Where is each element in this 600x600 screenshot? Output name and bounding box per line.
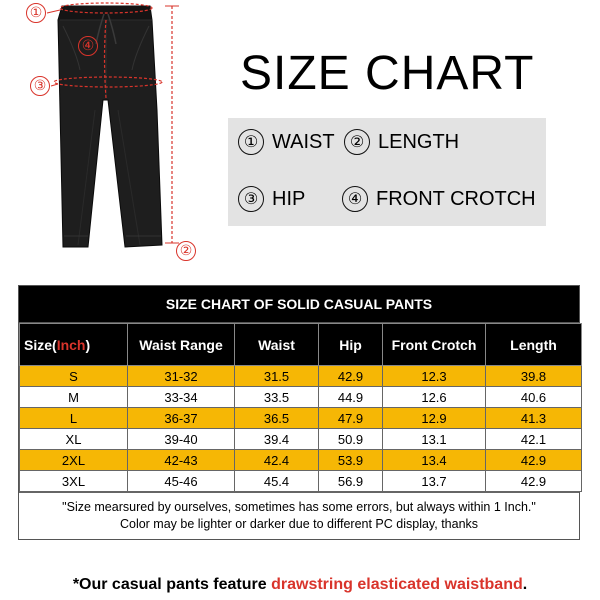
cell-front-crotch: 12.3 (383, 366, 486, 387)
table-row (20, 408, 582, 429)
cell-waist: 39.4 (235, 429, 319, 450)
number-one-icon: ① (238, 129, 264, 155)
waist-marker-icon: ① (26, 3, 46, 23)
cell-length: 42.9 (486, 471, 582, 492)
legend-label: FRONT CROTCH (376, 187, 536, 210)
pants-drawing (0, 0, 210, 270)
cell-length: 41.3 (486, 408, 582, 429)
cell-hip: 50.9 (319, 429, 383, 450)
size-table (19, 323, 582, 492)
footer-suffix: . (522, 576, 528, 593)
legend-item-waist (238, 129, 335, 155)
cell-length: 42.9 (486, 450, 582, 471)
cell-waist-range: 33-34 (128, 387, 235, 408)
legend-item-front-crotch (342, 186, 536, 212)
legend-label: HIP (272, 187, 306, 210)
number-four-icon: ④ (342, 186, 368, 212)
measurement-note (19, 492, 579, 539)
cell-waist: 42.4 (235, 450, 319, 471)
cell-waist-range: 42-43 (128, 450, 235, 471)
table-title: SIZE CHART OF SOLID CASUAL PANTS (19, 286, 579, 323)
header-unit: Inch (56, 336, 86, 353)
note-line-1: "Size mearsured by ourselves, sometimes has some errors, but always within 1 Inch." (62, 500, 536, 515)
cell-waist: 45.4 (235, 471, 319, 492)
cell-hip: 42.9 (319, 366, 383, 387)
footer-highlight: drawstring elasticated waistband (271, 576, 523, 593)
table-row (20, 471, 582, 492)
header-waist-range: Waist Range (128, 324, 235, 366)
table-row (20, 450, 582, 471)
header-size (20, 324, 128, 366)
cell-size: L (20, 408, 128, 429)
header-front-crotch: Front Crotch (383, 324, 486, 366)
cell-waist-range: 45-46 (128, 471, 235, 492)
table-row (20, 366, 582, 387)
pants-illustration (0, 0, 210, 270)
size-chart-table (18, 285, 580, 540)
cell-size: XL (20, 429, 128, 450)
length-marker-icon: ② (176, 241, 196, 261)
cell-waist: 31.5 (235, 366, 319, 387)
header-hip: Hip (319, 324, 383, 366)
cell-length: 40.6 (486, 387, 582, 408)
table-row (20, 387, 582, 408)
cell-front-crotch: 13.7 (383, 471, 486, 492)
cell-waist-range: 31-32 (128, 366, 235, 387)
cell-front-crotch: 13.1 (383, 429, 486, 450)
cell-size: M (20, 387, 128, 408)
cell-waist: 33.5 (235, 387, 319, 408)
cell-hip: 44.9 (319, 387, 383, 408)
cell-hip: 53.9 (319, 450, 383, 471)
legend-item-length (344, 129, 459, 155)
cell-waist-range: 39-40 (128, 429, 235, 450)
header-size-close: ) (85, 336, 91, 353)
footer-prefix: *Our casual pants feature (72, 576, 272, 593)
header-waist: Waist (235, 324, 319, 366)
legend-label: LENGTH (378, 130, 460, 153)
cell-waist-range: 36-37 (128, 408, 235, 429)
measurement-legend (228, 118, 546, 226)
header-length: Length (486, 324, 582, 366)
cell-front-crotch: 13.4 (383, 450, 486, 471)
cell-size: S (20, 366, 128, 387)
cell-length: 39.8 (486, 366, 582, 387)
number-two-icon: ② (344, 129, 370, 155)
note-line-2: Color may be lighter or darker due to different PC display, thanks (119, 517, 479, 531)
table-header-row (20, 324, 582, 366)
cell-hip: 47.9 (319, 408, 383, 429)
legend-label: WAIST (272, 130, 335, 153)
cell-front-crotch: 12.6 (383, 387, 486, 408)
header-size-text: Size( (24, 336, 57, 353)
table-row (20, 429, 582, 450)
hip-marker-icon: ③ (30, 76, 50, 96)
cell-length: 42.1 (486, 429, 582, 450)
cell-size: 3XL (20, 471, 128, 492)
cell-hip: 56.9 (319, 471, 383, 492)
legend-item-hip (238, 186, 305, 212)
feature-footer (0, 576, 600, 594)
cell-front-crotch: 12.9 (383, 408, 486, 429)
number-three-icon: ③ (238, 186, 264, 212)
front-crotch-marker-icon: ④ (78, 36, 98, 56)
page-title: SIZE CHART (240, 47, 535, 100)
cell-size: 2XL (20, 450, 128, 471)
cell-waist: 36.5 (235, 408, 319, 429)
